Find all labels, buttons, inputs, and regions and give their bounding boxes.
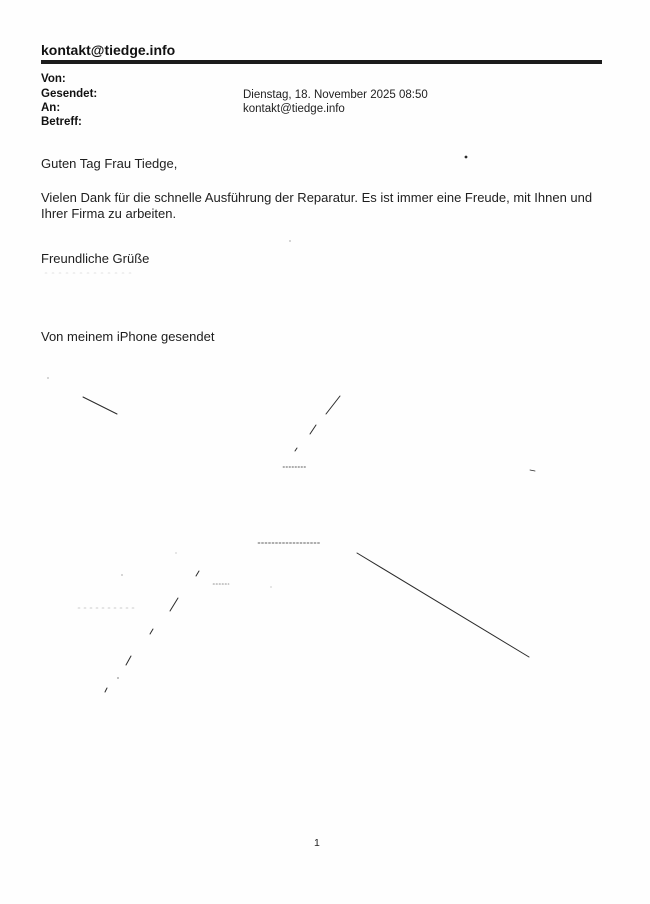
scan-stroke (326, 396, 340, 414)
email-sender-heading: kontakt@tiedge.info (41, 42, 176, 58)
closing: Freundliche Grüße (41, 251, 150, 266)
scan-stroke (530, 470, 535, 471)
signature: Von meinem iPhone gesendet (41, 329, 215, 344)
scan-stroke (105, 688, 107, 692)
scan-stroke (196, 571, 199, 576)
scan-stroke (357, 553, 529, 657)
scan-speck (271, 587, 272, 588)
greeting: Guten Tag Frau Tiedge, (41, 156, 178, 171)
to-value: kontakt@tiedge.info (243, 103, 345, 115)
scan-speck (122, 575, 123, 576)
scan-speck (290, 241, 291, 242)
scan-stroke (150, 629, 153, 634)
sent-value: Dienstag, 18. November 2025 08:50 (243, 89, 428, 101)
from-label: Von: (41, 73, 66, 85)
scan-stroke (295, 448, 297, 451)
body-paragraph: Vielen Dank für die schnelle Ausführung der Reparatur. Es ist immer eine Freude, mit Ihnen und Ihrer Firma zu arbeiten. (41, 190, 593, 221)
page-number: 1 (314, 837, 320, 849)
scan-stroke (83, 397, 117, 414)
scan-speck (48, 378, 49, 379)
subject-label: Betreff: (41, 116, 82, 128)
scan-speck (117, 677, 118, 678)
scan-stroke (310, 425, 316, 434)
scan-speck (176, 553, 177, 554)
sent-label: Gesendet: (41, 88, 98, 100)
to-label: An: (41, 102, 61, 114)
scan-stroke (170, 598, 178, 611)
scan-stroke (126, 656, 131, 665)
scan-speck (465, 156, 468, 159)
